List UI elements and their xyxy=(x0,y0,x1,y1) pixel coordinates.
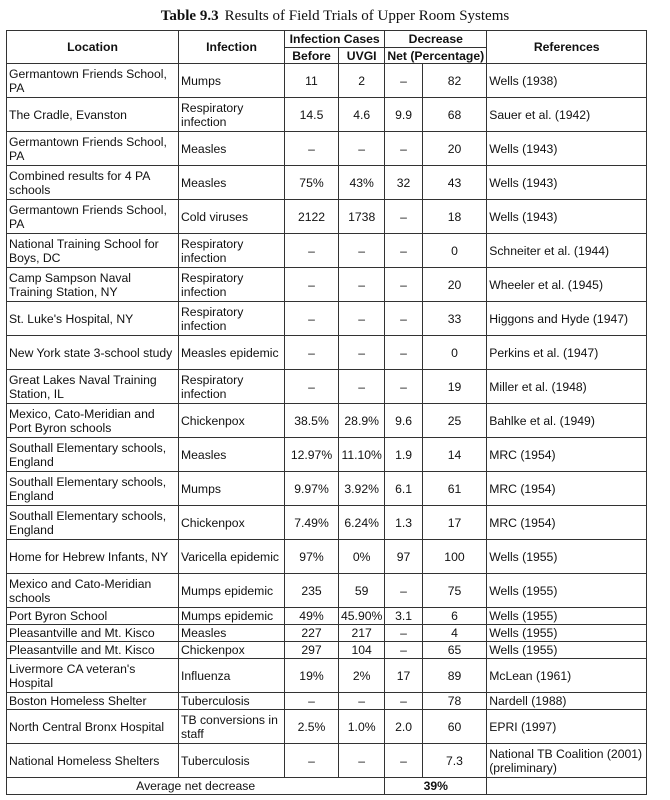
cell-decrease: 9.6 xyxy=(385,404,422,438)
cell-reference: Wells (1955) xyxy=(487,574,647,608)
cell-net-percentage: 33 xyxy=(422,302,486,336)
table-row xyxy=(7,438,647,472)
cell-decrease: 9.9 xyxy=(385,98,422,132)
cell-location: The Cradle, Evanston xyxy=(7,98,179,132)
cell-uvgi: – xyxy=(339,132,385,166)
cell-before: – xyxy=(285,302,339,336)
cell-uvgi: 1738 xyxy=(339,200,385,234)
header-net-percentage: Net (Percentage) xyxy=(385,48,487,64)
cell-net-percentage: 78 xyxy=(422,693,486,710)
cell-before: 7.49% xyxy=(285,506,339,540)
table-row xyxy=(7,693,647,710)
cell-decrease: – xyxy=(385,574,422,608)
cell-net-percentage: 18 xyxy=(422,200,486,234)
table-row xyxy=(7,98,647,132)
cell-net-percentage: 61 xyxy=(422,472,486,506)
header-location: Location xyxy=(7,31,179,64)
cell-decrease: – xyxy=(385,132,422,166)
cell-net-percentage: 4 xyxy=(422,625,486,642)
cell-decrease: – xyxy=(385,744,422,778)
cell-before: 75% xyxy=(285,166,339,200)
average-value: 39% xyxy=(385,778,487,795)
cell-before: 12.97% xyxy=(285,438,339,472)
table-row xyxy=(7,64,647,98)
cell-reference: Sauer et al. (1942) xyxy=(487,98,647,132)
header-before: Before xyxy=(285,48,339,64)
cell-infection: Chickenpox xyxy=(179,642,285,659)
field-trials-table xyxy=(6,30,647,795)
cell-location: Boston Homeless Shelter xyxy=(7,693,179,710)
average-empty-cell xyxy=(487,778,647,795)
cell-uvgi: – xyxy=(339,744,385,778)
cell-before: – xyxy=(285,268,339,302)
cell-decrease: 1.3 xyxy=(385,506,422,540)
cell-reference: McLean (1961) xyxy=(487,659,647,693)
cell-uvgi: – xyxy=(339,302,385,336)
cell-infection: Mumps epidemic xyxy=(179,608,285,625)
cell-infection: Measles xyxy=(179,132,285,166)
cell-net-percentage: 25 xyxy=(422,404,486,438)
cell-reference: Wells (1955) xyxy=(487,608,647,625)
cell-location: Southall Elementary schools, England xyxy=(7,438,179,472)
table-row xyxy=(7,404,647,438)
cell-net-percentage: 82 xyxy=(422,64,486,98)
cell-infection: Measles epidemic xyxy=(179,336,285,370)
cell-location: Southall Elementary schools, England xyxy=(7,472,179,506)
cell-infection: Mumps xyxy=(179,472,285,506)
cell-reference: Higgons and Hyde (1947) xyxy=(487,302,647,336)
cell-before: 297 xyxy=(285,642,339,659)
table-title: Results of Field Trials of Upper Room Systems xyxy=(224,8,510,24)
table-caption xyxy=(0,8,670,25)
cell-infection: Tuberculosis xyxy=(179,744,285,778)
cell-decrease: 32 xyxy=(385,166,422,200)
cell-location: St. Luke's Hospital, NY xyxy=(7,302,179,336)
cell-decrease: – xyxy=(385,234,422,268)
cell-uvgi: 11.10% xyxy=(339,438,385,472)
cell-net-percentage: 0 xyxy=(422,234,486,268)
cell-decrease: – xyxy=(385,336,422,370)
cell-decrease: 6.1 xyxy=(385,472,422,506)
cell-net-percentage: 19 xyxy=(422,370,486,404)
cell-location: New York state 3-school study xyxy=(7,336,179,370)
header-references: References xyxy=(487,31,647,64)
cell-reference: Wells (1955) xyxy=(487,625,647,642)
cell-before: – xyxy=(285,336,339,370)
header-infection: Infection xyxy=(179,31,285,64)
cell-uvgi: 104 xyxy=(339,642,385,659)
cell-reference: EPRI (1997) xyxy=(487,710,647,744)
cell-net-percentage: 7.3 xyxy=(422,744,486,778)
cell-infection: Respiratory infection xyxy=(179,302,285,336)
table-row xyxy=(7,625,647,642)
cell-infection: Varicella epidemic xyxy=(179,540,285,574)
cell-reference: Wheeler et al. (1945) xyxy=(487,268,647,302)
table-row xyxy=(7,574,647,608)
cell-location: Germantown Friends School, PA xyxy=(7,132,179,166)
cell-reference: Perkins et al. (1947) xyxy=(487,336,647,370)
cell-location: Southall Elementary schools, England xyxy=(7,506,179,540)
table-row xyxy=(7,268,647,302)
header-decrease: Decrease xyxy=(385,31,487,48)
cell-net-percentage: 100 xyxy=(422,540,486,574)
cell-uvgi: – xyxy=(339,268,385,302)
cell-decrease: 97 xyxy=(385,540,422,574)
cell-infection: Measles xyxy=(179,438,285,472)
cell-decrease: 3.1 xyxy=(385,608,422,625)
cell-location: Livermore CA veteran's Hospital xyxy=(7,659,179,693)
cell-decrease: – xyxy=(385,302,422,336)
cell-location: Home for Hebrew Infants, NY xyxy=(7,540,179,574)
cell-before: 19% xyxy=(285,659,339,693)
cell-decrease: 17 xyxy=(385,659,422,693)
cell-infection: Measles xyxy=(179,166,285,200)
table-row xyxy=(7,472,647,506)
cell-location: Germantown Friends School, PA xyxy=(7,64,179,98)
cell-reference: MRC (1954) xyxy=(487,438,647,472)
cell-net-percentage: 6 xyxy=(422,608,486,625)
cell-location: Pleasantville and Mt. Kisco xyxy=(7,642,179,659)
cell-uvgi: 59 xyxy=(339,574,385,608)
cell-infection: Influenza xyxy=(179,659,285,693)
table-row xyxy=(7,132,647,166)
cell-decrease: – xyxy=(385,268,422,302)
cell-location: Combined results for 4 PA schools xyxy=(7,166,179,200)
cell-reference: Wells (1943) xyxy=(487,166,647,200)
cell-before: 2122 xyxy=(285,200,339,234)
cell-net-percentage: 0 xyxy=(422,336,486,370)
cell-before: 14.5 xyxy=(285,98,339,132)
average-label: Average net decrease xyxy=(7,778,385,795)
cell-before: 97% xyxy=(285,540,339,574)
cell-before: 49% xyxy=(285,608,339,625)
cell-decrease: – xyxy=(385,200,422,234)
cell-net-percentage: 89 xyxy=(422,659,486,693)
cell-net-percentage: 65 xyxy=(422,642,486,659)
cell-uvgi: – xyxy=(339,234,385,268)
cell-decrease: – xyxy=(385,642,422,659)
cell-net-percentage: 14 xyxy=(422,438,486,472)
cell-infection: Respiratory infection xyxy=(179,268,285,302)
cell-uvgi: 6.24% xyxy=(339,506,385,540)
cell-uvgi: 28.9% xyxy=(339,404,385,438)
cell-before: 227 xyxy=(285,625,339,642)
cell-uvgi: 217 xyxy=(339,625,385,642)
cell-location: National Homeless Shelters xyxy=(7,744,179,778)
cell-reference: Wells (1955) xyxy=(487,642,647,659)
cell-decrease: 2.0 xyxy=(385,710,422,744)
cell-before: – xyxy=(285,693,339,710)
table-row xyxy=(7,744,647,778)
cell-uvgi: – xyxy=(339,370,385,404)
cell-uvgi: 2% xyxy=(339,659,385,693)
cell-infection: Mumps xyxy=(179,64,285,98)
cell-uvgi: 43% xyxy=(339,166,385,200)
cell-before: 38.5% xyxy=(285,404,339,438)
cell-uvgi: – xyxy=(339,693,385,710)
cell-decrease: – xyxy=(385,625,422,642)
cell-uvgi: 3.92% xyxy=(339,472,385,506)
cell-net-percentage: 43 xyxy=(422,166,486,200)
cell-infection: Chickenpox xyxy=(179,404,285,438)
cell-net-percentage: 17 xyxy=(422,506,486,540)
cell-net-percentage: 20 xyxy=(422,268,486,302)
table-row xyxy=(7,659,647,693)
cell-reference: National TB Coalition (2001) (preliminary) xyxy=(487,744,647,778)
cell-net-percentage: 75 xyxy=(422,574,486,608)
cell-decrease: 1.9 xyxy=(385,438,422,472)
cell-reference: Wells (1938) xyxy=(487,64,647,98)
cell-location: Germantown Friends School, PA xyxy=(7,200,179,234)
cell-uvgi: 45.90% xyxy=(339,608,385,625)
cell-before: 2.5% xyxy=(285,710,339,744)
cell-before: – xyxy=(285,234,339,268)
table-row xyxy=(7,166,647,200)
cell-before: 11 xyxy=(285,64,339,98)
cell-location: Great Lakes Naval Training Station, IL xyxy=(7,370,179,404)
table-row xyxy=(7,234,647,268)
cell-infection: TB conversions in staff xyxy=(179,710,285,744)
cell-before: – xyxy=(285,370,339,404)
cell-decrease: – xyxy=(385,64,422,98)
table-row xyxy=(7,710,647,744)
cell-before: 235 xyxy=(285,574,339,608)
cell-before: – xyxy=(285,744,339,778)
cell-net-percentage: 68 xyxy=(422,98,486,132)
cell-location: Port Byron School xyxy=(7,608,179,625)
cell-decrease: – xyxy=(385,693,422,710)
cell-before: – xyxy=(285,132,339,166)
cell-location: Mexico and Cato-Meridian schools xyxy=(7,574,179,608)
cell-infection: Tuberculosis xyxy=(179,693,285,710)
cell-before: 9.97% xyxy=(285,472,339,506)
cell-infection: Chickenpox xyxy=(179,506,285,540)
table-row xyxy=(7,336,647,370)
cell-infection: Respiratory infection xyxy=(179,370,285,404)
cell-infection: Mumps epidemic xyxy=(179,574,285,608)
header-infection-cases: Infection Cases xyxy=(285,31,385,48)
cell-uvgi: 4.6 xyxy=(339,98,385,132)
cell-location: National Training School for Boys, DC xyxy=(7,234,179,268)
cell-uvgi: 0% xyxy=(339,540,385,574)
table-number: Table 9.3 xyxy=(160,8,219,24)
table-body xyxy=(7,64,647,778)
cell-location: Mexico, Cato-Meridian and Port Byron schools xyxy=(7,404,179,438)
cell-reference: Bahlke et al. (1949) xyxy=(487,404,647,438)
cell-uvgi: 1.0% xyxy=(339,710,385,744)
cell-location: Pleasantville and Mt. Kisco xyxy=(7,625,179,642)
cell-net-percentage: 60 xyxy=(422,710,486,744)
table-row xyxy=(7,608,647,625)
cell-infection: Respiratory infection xyxy=(179,98,285,132)
cell-infection: Measles xyxy=(179,625,285,642)
table-row xyxy=(7,642,647,659)
table-row xyxy=(7,506,647,540)
cell-location: North Central Bronx Hospital xyxy=(7,710,179,744)
cell-location: Camp Sampson Naval Training Station, NY xyxy=(7,268,179,302)
cell-reference: Wells (1943) xyxy=(487,200,647,234)
cell-reference: MRC (1954) xyxy=(487,506,647,540)
cell-reference: Wells (1943) xyxy=(487,132,647,166)
cell-reference: Nardell (1988) xyxy=(487,693,647,710)
cell-infection: Respiratory infection xyxy=(179,234,285,268)
cell-infection: Cold viruses xyxy=(179,200,285,234)
cell-reference: MRC (1954) xyxy=(487,472,647,506)
table-row xyxy=(7,302,647,336)
cell-reference: Wells (1955) xyxy=(487,540,647,574)
header-uvgi: UVGI xyxy=(339,48,385,64)
cell-net-percentage: 20 xyxy=(422,132,486,166)
table-row xyxy=(7,540,647,574)
table-row xyxy=(7,370,647,404)
cell-reference: Schneiter et al. (1944) xyxy=(487,234,647,268)
cell-reference: Miller et al. (1948) xyxy=(487,370,647,404)
cell-uvgi: – xyxy=(339,336,385,370)
table-row xyxy=(7,200,647,234)
cell-uvgi: 2 xyxy=(339,64,385,98)
cell-decrease: – xyxy=(385,370,422,404)
